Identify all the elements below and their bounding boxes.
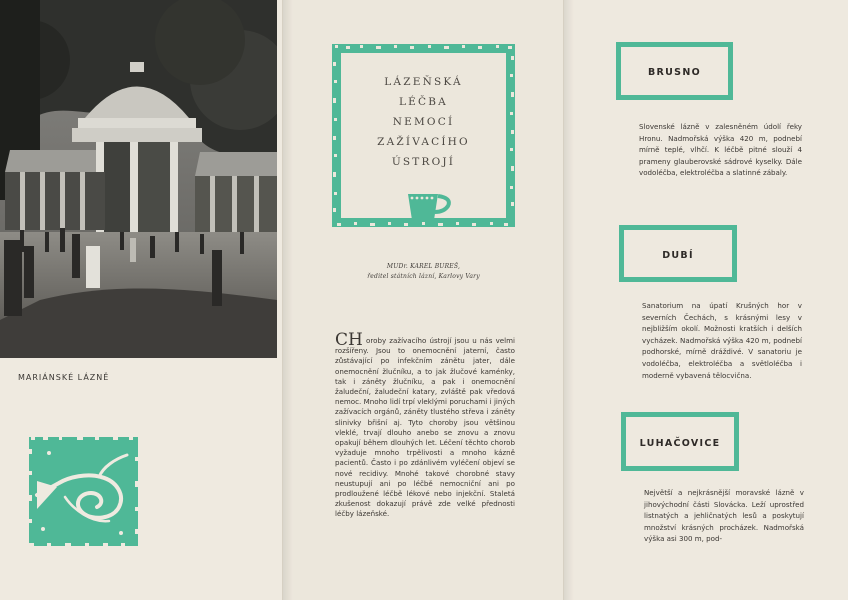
spa-description: Největší a nejkrásnější moravské lázně v jihovýchodní části Slovácka. Leží uprostřed listnatých a jehličnatých lesů a poskytují množství krásných procházek. Nadmořská výška asi 300 m, pod- bbox=[644, 488, 804, 544]
title-line-3: NEMOCÍ bbox=[392, 116, 455, 128]
title-line-1: LÁZEŇSKÁ bbox=[384, 76, 463, 88]
cup-icon bbox=[406, 192, 454, 224]
author-name: MUDr. KAREL BUREŠ, bbox=[386, 263, 461, 270]
left-panel bbox=[0, 0, 282, 600]
spa-heading-luhacovice bbox=[621, 412, 739, 471]
right-panel bbox=[563, 0, 848, 600]
drop-cap: CH bbox=[335, 330, 363, 350]
title-line-2: LÉČBA bbox=[399, 96, 448, 108]
spa-description: Slovenské lázně v zalesněném údolí řeky Hronu. Nadmořská výška 420 m, podnebí mírně teplé, vlhčí. K léčbě pitné slouží 4 prameny glauberovské sádrové kyselky. Dále vodoléčba, elektroléčba a slatinné zábaly. bbox=[639, 122, 802, 178]
spa-name: BRUSNO bbox=[648, 67, 701, 78]
spa-name: LUHAČOVICE bbox=[639, 438, 721, 449]
posthorn-icon bbox=[29, 437, 138, 546]
colonnade-photo bbox=[0, 0, 277, 358]
photo-caption: MARIÁNSKÉ LÁZNĚ bbox=[18, 373, 110, 382]
body-paragraph: oroby zažívacího ústrojí jsou u nás velmi rozšířeny. Jsou to onemocnění jaterní, často zůstávající po infekčním zánětu jater, dále onemocnění žlučníku, a to jak žlučové kaménky, tak i záněty žlučníku, a pak i onemocnění žaludeční, žaludeční katary, zvláště pak vředová nemoc. Mnoho lidí trpí vleklými poruchami i jiných zažívacích orgánů, záněty tlustého střeva i záněty slinivky břišní aj. Tyto choroby jsou většinou vleklé, trvají dlouho anebo se znovu a znovu opakují během dlouhých let. Léčení těchto chorob vyžaduje mnoho trpělivosti a mnoho kázně pacientů. Často i po zdánlivém vyléčení objeví se nové recidivy. Mnohé takové chorobné stavy neustupují ani po léčbě nemocniční ani po prodloužené léčbě lékové nebo injekční. Staletá zkušenost dokazují právě zde velké přednosti léčby lázeňské. bbox=[335, 336, 515, 519]
fold-shadow bbox=[283, 0, 293, 600]
title-frame bbox=[332, 44, 515, 227]
spa-heading-dubi bbox=[619, 225, 737, 282]
fold-shadow bbox=[564, 0, 574, 600]
title-line-4: ZAŽÍVACÍHO bbox=[377, 136, 470, 148]
spa-description: Sanatorium na úpatí Krušných hor v severních Čechách, s krásnými lesy v nejbližším okolí. Možnosti kratších i delších vycházek. Nadmořská výška 420 m, podnebí podhorské, mírně dráždivé. V sanatoriu je vodoléčba, elektroléčba a světloléčba i moderně vybavená tělocvična. bbox=[642, 301, 802, 380]
spa-heading-brusno bbox=[616, 42, 733, 100]
body-text bbox=[335, 330, 515, 520]
middle-panel bbox=[282, 0, 563, 600]
spa-name: DUBÍ bbox=[662, 250, 694, 261]
author-title: ředitel státních lázní, Karlovy Vary bbox=[367, 273, 480, 280]
title-line-5: ÚSTROJÍ bbox=[391, 156, 456, 168]
